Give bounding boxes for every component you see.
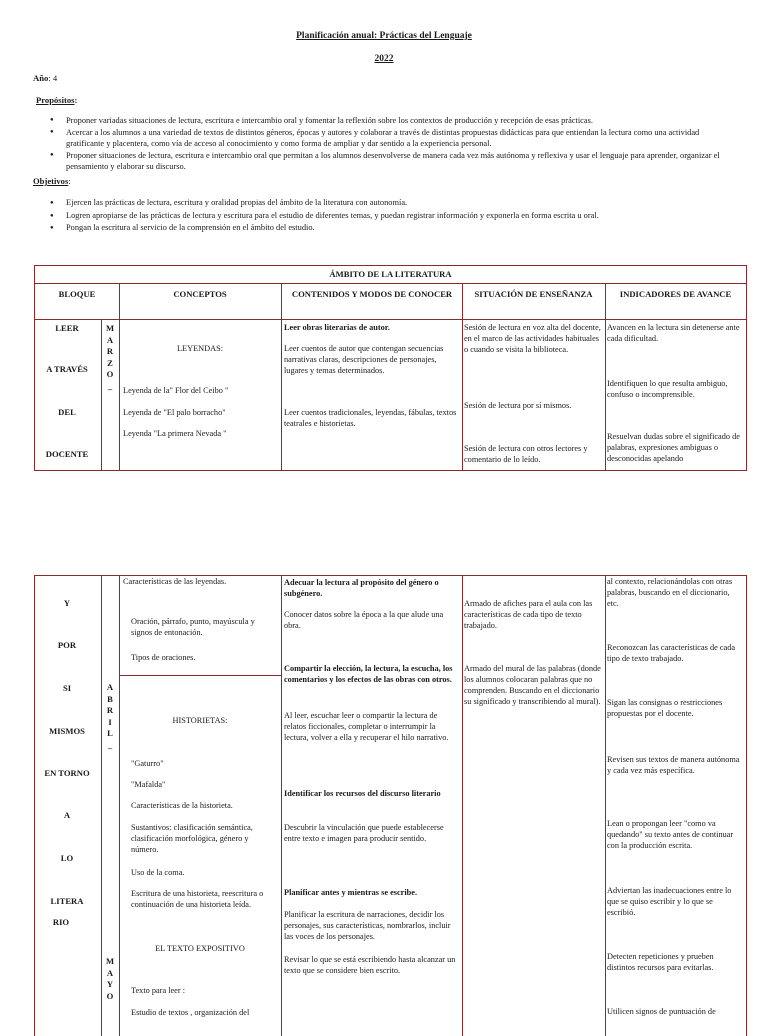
purpose-item: ● Proponer variadas situaciones de lectura, escritura e intercambio oral y fomentar la reflexión sobre los contextos de producción y recepción de esas prácticas. bbox=[48, 115, 738, 127]
concepto-item: Estudio de textos , organización del bbox=[131, 1008, 250, 1017]
conceptos-topic: EL TEXTO EXPOSITIVO bbox=[155, 944, 245, 953]
indicador-item: al contexto, relacionándolas con otras palabras, buscando en el diccionario, etc. bbox=[607, 577, 733, 608]
header-situacion: SITUACIÓN DE ENSEÑANZA bbox=[474, 289, 593, 299]
concepto-item: Uso de la coma. bbox=[131, 868, 185, 877]
objectives-list bbox=[48, 197, 738, 235]
concepto-item: Sustantivos: clasificación semántica, clasificación morfológica, género y número. bbox=[131, 823, 253, 854]
bloque-word: MISMOS bbox=[49, 726, 85, 736]
concepto-item: Características de la historieta. bbox=[131, 801, 233, 810]
concepto-item: "Gaturro" bbox=[131, 759, 164, 768]
conceptos-topic: HISTORIETAS: bbox=[172, 716, 228, 725]
purpose-item: ● Proponer situaciones de lectura, escritura e intercambio oral que permitan a los alumnos desenvolverse de manera cada vez más autónoma y reflexiva y usar el lenguaje para aprender, organizar el pensamiento y elaborar su discurso. bbox=[48, 150, 738, 173]
indicador-item: Utilicen signos de puntuación de bbox=[607, 1007, 716, 1016]
purposes-list bbox=[48, 115, 738, 173]
bloque-word: LO bbox=[60, 853, 74, 863]
month-mayo: M A Y O bbox=[105, 956, 115, 1001]
contenidos-heading: Adecuar la lectura al propósito del género o subgénero. bbox=[284, 578, 439, 598]
header-bloque: BLOQUE bbox=[58, 289, 96, 299]
table-title: ÁMBITO DE LA LITERATURA bbox=[329, 269, 452, 279]
concepto-item: Características de las leyendas. bbox=[123, 577, 227, 586]
year-label: 2022 bbox=[374, 54, 394, 64]
contenidos-text: Conocer datos sobre la época a la que alude una obra. bbox=[284, 610, 444, 630]
contenidos-heading: Identificar los recursos del discurso literario bbox=[284, 789, 441, 798]
concepto-item: Oración, párrafo, punto, mayúscula y signos de entonación. bbox=[131, 617, 255, 637]
grade-line bbox=[33, 73, 57, 85]
purposes-label: Propósitos bbox=[36, 95, 75, 105]
bloque-word: DOCENTE bbox=[45, 449, 89, 459]
bloque-word: A bbox=[63, 810, 71, 820]
situacion-item: Sesión de lectura con otros lectores y comentario de lo leído. bbox=[464, 444, 588, 464]
header-conceptos: CONCEPTOS bbox=[173, 289, 227, 299]
concepto-item: Leyenda de la" Flor del Ceibo " bbox=[123, 386, 229, 395]
page-title: Planificación anual: Prácticas del Lenguaje bbox=[296, 31, 472, 41]
grade-value: : 4 bbox=[48, 73, 58, 83]
objectives-heading: Objetivos: bbox=[33, 176, 71, 186]
contenidos-text: Revisar lo que se está escribiendo hasta alcanzar un texto que se considere bien escrito. bbox=[284, 955, 456, 975]
contenidos-text: Al leer, escuchar leer o compartir la lectura de relatos ficcionales, completar o interrumpir la lectura, volver a ella y recuperar el hilo narrativo. bbox=[284, 711, 449, 742]
concepto-item: "Mafalda" bbox=[131, 780, 166, 789]
bloque-word: A TRAVÉS bbox=[46, 364, 88, 374]
bloque-word: LITERA bbox=[50, 896, 84, 906]
indicador-item: Resuelvan dudas sobre el significado de palabras, expresiones ambiguas o desconocidas apelando bbox=[607, 432, 740, 463]
concepto-item: Tipos de oraciones. bbox=[131, 653, 196, 662]
indicador-item: Detecten repeticiones y prueben distintos recursos para evitarlas. bbox=[607, 952, 714, 972]
bloque-word: EN TORNO bbox=[44, 768, 90, 778]
purpose-item: ● Acercar a los alumnos a una variedad de textos de distintos géneros, épocas y autores y colaborar a través de distintas propuestas didácticas para que entiendan la lectura como una actividad gratificante y placentera, como vía de acceso al conocimiento y como forma de ampliar y dar sentido a la experiencia personal. bbox=[48, 127, 738, 150]
contenidos-text: Descubrir la vinculación que puede establecerse entre texto e imagen para producir sentido. bbox=[284, 823, 444, 843]
bloque-word: RIO bbox=[52, 917, 70, 927]
situacion-item: Armado del mural de las palabras (donde los alumnos colocaran palabras que no comprenden. Buscando en el diccionario su significado y transcribiendo al mural). bbox=[464, 664, 601, 706]
contenidos-heading: Planificar antes y mientras se escribe. bbox=[284, 888, 418, 897]
header-indicadores: INDICADORES DE AVANCE bbox=[619, 289, 732, 299]
concepto-item: Leyenda "La primera Nevada " bbox=[123, 429, 227, 438]
bloque-word: POR bbox=[57, 640, 77, 650]
concepto-item: Leyenda de "El palo borracho" bbox=[123, 408, 226, 417]
concepto-item: Escritura de una historieta, reescritura o continuación de una historieta leída. bbox=[131, 889, 264, 909]
bloque-word: SI bbox=[62, 683, 72, 693]
contenidos-text: Leer cuentos de autor que contengan secuencias narrativas claras, descripciones de personajes, lugares y temas determinados. bbox=[284, 344, 444, 375]
objective-item: ● Pongan la escritura al servicio de la comprensión en el ámbito del estudio. bbox=[48, 222, 738, 235]
header-contenidos: CONTENIDOS Y MODOS DE CONOCER bbox=[291, 289, 453, 299]
contenidos-text: Leer cuentos tradicionales, leyendas, fábulas, textos teatrales e historietas. bbox=[284, 408, 457, 428]
bloque-word: DEL bbox=[58, 407, 76, 417]
bloque-word: Y bbox=[63, 598, 71, 608]
indicador-item: Sigan las consignas o restricciones propuestas por el docente. bbox=[607, 698, 723, 718]
contenidos-heading: Compartir la elección, la lectura, la escucha, los comentarios y los efectos de las obras con otros. bbox=[284, 664, 453, 684]
indicador-item: Lean o propongan leer "como va quedando" su texto antes de continuar con la producción escrita. bbox=[607, 819, 734, 850]
indicador-item: Reconozcan las características de cada tipo de texto trabajado. bbox=[607, 643, 736, 663]
month-abril: A B R I L – bbox=[106, 682, 114, 753]
contenidos-heading: Leer obras literarias de autor. bbox=[284, 323, 390, 332]
table-literatura bbox=[34, 265, 747, 471]
indicador-item: Avancen en la lectura sin detenerse ante cada dificultad. bbox=[607, 323, 740, 343]
situacion-item: Sesión de lectura en voz alta del docente, en el marco de las actividades habituales o cuando se visita la biblioteca. bbox=[464, 323, 601, 354]
bloque-word: LEER bbox=[55, 323, 79, 333]
indicador-item: Revisen sus textos de manera autónoma y cada vez más específica. bbox=[607, 755, 740, 775]
month-marzo: M A R Z O – bbox=[105, 323, 115, 394]
concepto-item: Texto para leer : bbox=[131, 986, 186, 995]
indicador-item: Identifiquen lo que resulta ambiguo, confuso o incomprensible. bbox=[607, 379, 728, 399]
contenidos-text: Planificar la escritura de narraciones, decidir los personajes, sus características, nombrarlos, incluir las voces de los personajes. bbox=[284, 910, 451, 941]
situacion-item: Armado de afiches para el aula con las características de cada tipo de texto trabajado. bbox=[464, 599, 593, 630]
objective-item: ● Logren apropiarse de las prácticas de lectura y escritura para el estudio de diferentes temas, y puedan registrar información y exponerla en forma escrita u oral. bbox=[48, 210, 738, 223]
objective-item: ● Ejercen las prácticas de lectura, escritura y oralidad propias del ámbito de la literatura con autonomía. bbox=[48, 197, 738, 210]
objectives-label: Objetivos bbox=[33, 176, 69, 186]
grade-label: Año bbox=[33, 73, 49, 83]
table-continuation bbox=[34, 575, 747, 1036]
purposes-heading: Propósitos: bbox=[36, 95, 78, 105]
situacion-item: Sesión de lectura por sí mismos. bbox=[464, 401, 572, 410]
indicador-item: Adviertan las inadecuaciones entre lo que se quiso escribir y lo que se escribió. bbox=[607, 886, 732, 917]
conceptos-topic: LEYENDAS: bbox=[176, 344, 224, 353]
